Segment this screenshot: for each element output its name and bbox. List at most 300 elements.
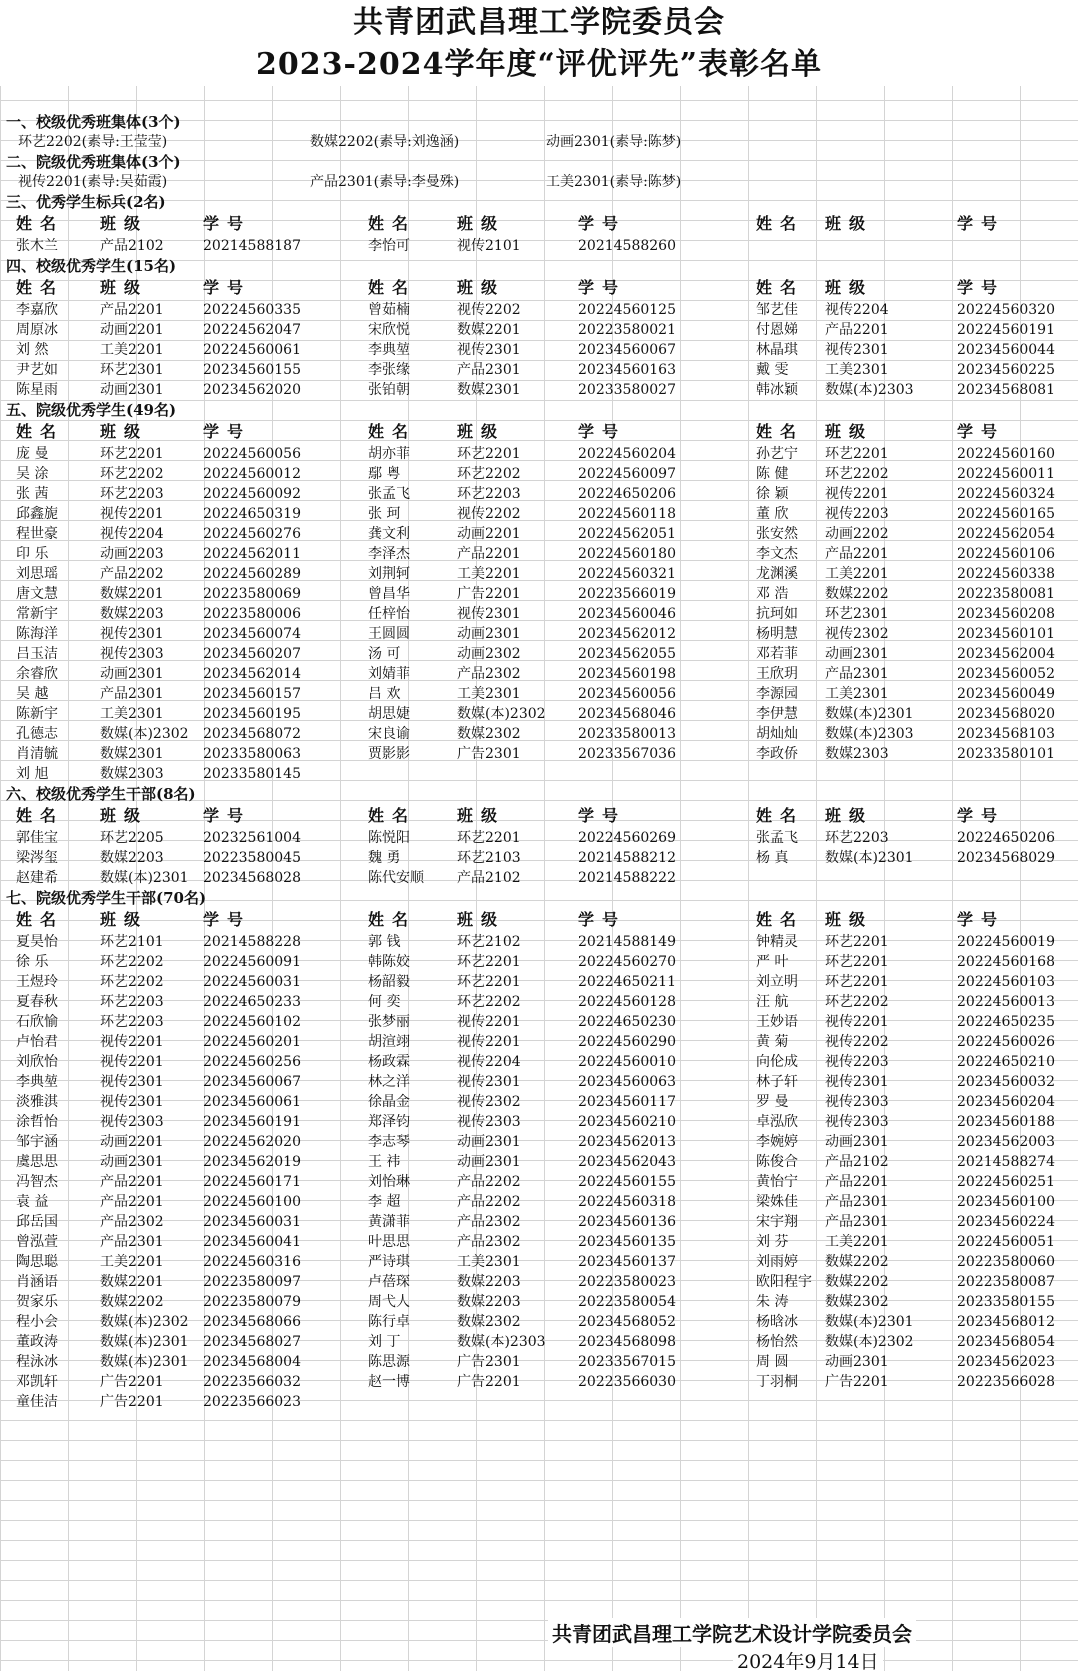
student-id: 20224560171: [203, 1174, 301, 1190]
student-name: 陈俊合: [756, 1154, 798, 1170]
student-id: 20234568046: [578, 706, 676, 722]
student-name: 唐文慧: [16, 586, 58, 602]
section-heading: 六、校级优秀学生干部(8名): [6, 785, 196, 803]
student-class: 数媒2203: [100, 850, 164, 866]
student-name: 陈悦阳: [368, 830, 410, 846]
table-row: [0, 1392, 1078, 1412]
student-class: 数媒(本)2303: [825, 726, 914, 742]
student-id: 20223580079: [203, 1294, 301, 1310]
student-class: 视传2301: [457, 1074, 521, 1090]
student-class: 环艺2203: [825, 830, 889, 846]
student-name: 淡雅淇: [16, 1094, 58, 1110]
student-id: 20224560160: [957, 446, 1055, 462]
student-id: 20214588228: [203, 934, 301, 950]
student-name: 邱鑫旎: [16, 506, 58, 522]
table-row: [0, 544, 1078, 564]
student-id: 20234560061: [203, 1094, 301, 1110]
column-header: 姓名: [756, 278, 805, 297]
student-id: 20214588187: [203, 238, 301, 254]
column-header: 姓名: [368, 422, 417, 441]
student-id: 20234568028: [203, 870, 301, 886]
student-id: 20234568004: [203, 1354, 301, 1370]
column-header: 班级: [825, 806, 874, 825]
student-name: 邹艺佳: [756, 302, 798, 318]
column-header: 班级: [100, 422, 149, 441]
student-class: 视传2204: [100, 526, 164, 542]
student-id: 20224560324: [957, 486, 1055, 502]
table-row: [0, 1152, 1078, 1172]
student-name: 李志琴: [368, 1134, 410, 1150]
student-name: 刘荆轲: [368, 566, 410, 582]
student-id: 20224650206: [957, 830, 1055, 846]
student-id: 20224560026: [957, 1034, 1055, 1050]
student-id: 20214588260: [578, 238, 676, 254]
student-class: 数媒2201: [100, 1274, 164, 1290]
student-name: 董政涛: [16, 1334, 58, 1350]
student-name: 王 祎: [368, 1154, 401, 1170]
column-header-row: [0, 420, 1078, 444]
student-class: 数媒2203: [100, 606, 164, 622]
student-name: 余睿欣: [16, 666, 58, 682]
student-name: 杨韶毅: [368, 974, 410, 990]
student-class: 工美2201: [825, 1234, 889, 1250]
table-row: [0, 1112, 1078, 1132]
student-class: 视传2201: [825, 1014, 889, 1030]
table-row: [0, 1052, 1078, 1072]
student-name: 汪 航: [756, 994, 789, 1010]
student-class: 环艺2202: [825, 994, 889, 1010]
student-id: 20223580060: [957, 1254, 1055, 1270]
student-id: 20234560041: [203, 1234, 301, 1250]
student-name: 夏春秋: [16, 994, 58, 1010]
column-header: 学号: [957, 214, 1006, 233]
student-name: 邓 浩: [756, 586, 789, 602]
student-name: 抗珂如: [756, 606, 798, 622]
student-id: 20224650211: [578, 974, 676, 990]
student-name: 陈星雨: [16, 382, 58, 398]
column-header: 学号: [203, 910, 252, 929]
student-id: 20233580027: [578, 382, 676, 398]
table-row: [0, 1092, 1078, 1112]
student-id: 20224560338: [957, 566, 1055, 582]
student-class: 视传2301: [100, 1074, 164, 1090]
table-row: [0, 1072, 1078, 1092]
student-id: 20234562012: [578, 626, 676, 642]
column-header: 学号: [957, 278, 1006, 297]
student-class: 环艺2201: [457, 954, 521, 970]
student-id: 20233580155: [957, 1294, 1055, 1310]
student-name: 邱岳国: [16, 1214, 58, 1230]
student-class: 工美2301: [100, 706, 164, 722]
student-id: 20223580006: [203, 606, 301, 622]
student-id: 20223580081: [957, 586, 1055, 602]
student-id: 20214588274: [957, 1154, 1055, 1170]
student-class: 数媒2202: [825, 586, 889, 602]
student-name: 李伊慧: [756, 706, 798, 722]
column-header: 姓名: [368, 910, 417, 929]
student-name: 龙渊溪: [756, 566, 798, 582]
table-row: [0, 952, 1078, 972]
student-class: 视传2301: [100, 1094, 164, 1110]
student-class: 视传2301: [457, 342, 521, 358]
student-id: 20234568066: [203, 1314, 301, 1330]
student-id: 20214588149: [578, 934, 676, 950]
student-name: 胡思婕: [368, 706, 410, 722]
student-name: 韩陈姣: [368, 954, 410, 970]
column-header: 姓名: [16, 422, 65, 441]
student-name: 丁羽桐: [756, 1374, 798, 1390]
column-header: 学号: [203, 806, 252, 825]
column-header: 姓名: [756, 422, 805, 441]
student-class: 环艺2202: [457, 466, 521, 482]
student-name: 刘欣怡: [16, 1054, 58, 1070]
student-id: 20234562014: [203, 666, 301, 682]
student-name: 邓若菲: [756, 646, 798, 662]
student-id: 20224560256: [203, 1054, 301, 1070]
column-header: 班级: [100, 910, 149, 929]
student-class: 广告2201: [100, 1394, 164, 1410]
student-class: 产品2301: [825, 1194, 889, 1210]
student-class: 数媒(本)2303: [457, 1334, 546, 1350]
student-id: 20214588212: [578, 850, 676, 866]
class-entry: 产品2301(素导:李曼殊): [310, 174, 460, 190]
table-row: [0, 1192, 1078, 1212]
student-name: 吴 涂: [16, 466, 49, 482]
footer-organization: 共青团武昌理工学院艺术设计学院委员会: [548, 1618, 916, 1647]
student-name: 张孟飞: [368, 486, 410, 502]
student-name: 杨政霖: [368, 1054, 410, 1070]
column-header: 学号: [578, 278, 627, 297]
student-name: 陈新宇: [16, 706, 58, 722]
student-name: 宋欣悦: [368, 322, 410, 338]
student-name: 刘雨婷: [756, 1254, 798, 1270]
student-class: 视传2204: [825, 302, 889, 318]
student-id: 20224650230: [578, 1014, 676, 1030]
table-row: [0, 236, 1078, 256]
class-entry: 数媒2202(素导:刘逸涵): [310, 134, 460, 150]
student-class: 产品2302: [457, 666, 521, 682]
student-class: 视传2203: [825, 506, 889, 522]
student-name: 李典堃: [368, 342, 410, 358]
student-id: 20224562051: [578, 526, 676, 542]
student-class: 视传2301: [100, 626, 164, 642]
student-class: 产品2302: [457, 1214, 521, 1230]
student-id: 20234562055: [578, 646, 676, 662]
student-class: 产品2201: [100, 1194, 164, 1210]
table-row: [0, 1332, 1078, 1352]
column-header: 班级: [825, 910, 874, 929]
student-name: 庞 曼: [16, 446, 49, 462]
student-name: 程泳冰: [16, 1354, 58, 1370]
student-id: 20223566019: [578, 586, 676, 602]
student-name: 郭 钱: [368, 934, 401, 950]
student-id: 20224650319: [203, 506, 301, 522]
section-heading: 五、院级优秀学生(49名): [6, 401, 177, 419]
student-class: 广告2301: [457, 746, 521, 762]
table-row: [0, 868, 1078, 888]
student-name: 刘思瑶: [16, 566, 58, 582]
student-id: 20224560102: [203, 1014, 301, 1030]
student-name: 刘婧菲: [368, 666, 410, 682]
student-class: 环艺2203: [457, 486, 521, 502]
student-class: 视传2303: [825, 1114, 889, 1130]
student-class: 产品2102: [457, 870, 521, 886]
student-class: 视传2301: [825, 342, 889, 358]
student-name: 严 叶: [756, 954, 789, 970]
student-id: 20234562020: [203, 382, 301, 398]
student-name: 李泽杰: [368, 546, 410, 562]
table-row: [0, 464, 1078, 484]
student-name: 陶思聪: [16, 1254, 58, 1270]
student-class: 视传2201: [100, 1054, 164, 1070]
table-row: [0, 1232, 1078, 1252]
student-class: 数媒2302: [825, 1294, 889, 1310]
student-id: 20234560049: [957, 686, 1055, 702]
student-id: 20223566028: [957, 1374, 1055, 1390]
student-name: 郑泽钧: [368, 1114, 410, 1130]
student-name: 肖清毓: [16, 746, 58, 762]
student-name: 黄怡宁: [756, 1174, 798, 1190]
table-row: [0, 664, 1078, 684]
student-name: 陈思源: [368, 1354, 410, 1370]
student-name: 吕 欢: [368, 686, 401, 702]
student-name: 孙艺宁: [756, 446, 798, 462]
student-class: 视传2201: [825, 486, 889, 502]
student-class: 动画2201: [100, 322, 164, 338]
table-row: [0, 584, 1078, 604]
student-class: 工美2201: [825, 566, 889, 582]
table-row: [0, 360, 1078, 380]
student-name: 印 乐: [16, 546, 49, 562]
student-class: 数媒2202: [825, 1254, 889, 1270]
student-name: 刘怡琳: [368, 1174, 410, 1190]
table-row: [0, 340, 1078, 360]
student-class: 数媒2202: [825, 1274, 889, 1290]
section-heading: 三、优秀学生标兵(2名): [6, 193, 166, 211]
student-class: 工美2301: [457, 1254, 521, 1270]
column-header: 班级: [825, 422, 874, 441]
student-id: 20223580069: [203, 586, 301, 602]
student-name: 陈代安顺: [368, 870, 424, 886]
section-heading: 七、院级优秀学生干部(70名): [6, 889, 207, 907]
student-name: 付恩娣: [756, 322, 798, 338]
student-class: 数媒2203: [457, 1274, 521, 1290]
student-id: 20234560101: [957, 626, 1055, 642]
student-class: 产品2202: [457, 1174, 521, 1190]
student-class: 动画2301: [457, 1134, 521, 1150]
page-title: 共青团武昌理工学院委员会: [353, 5, 725, 40]
student-id: 20234568052: [578, 1314, 676, 1330]
student-class: 环艺2202: [100, 954, 164, 970]
column-header: 班级: [457, 278, 506, 297]
student-id: 20224560201: [203, 1034, 301, 1050]
student-id: 20224560180: [578, 546, 676, 562]
student-name: 刘 旭: [16, 766, 49, 782]
column-header: 班级: [457, 806, 506, 825]
student-id: 20234560117: [578, 1094, 676, 1110]
column-header: 学号: [957, 910, 1006, 929]
student-id: 20234560188: [957, 1114, 1055, 1130]
student-id: 20233580145: [203, 766, 301, 782]
student-class: 环艺2202: [100, 466, 164, 482]
student-name: 陈行卓: [368, 1314, 410, 1330]
student-id: 20224560128: [578, 994, 676, 1010]
student-class: 数媒(本)2302: [457, 706, 546, 722]
footer-date: 2024年9月14日: [733, 1647, 883, 1674]
table-row: [0, 380, 1078, 400]
student-id: 20232561004: [203, 830, 301, 846]
student-name: 宋良谕: [368, 726, 410, 742]
student-id: 20234560063: [578, 1074, 676, 1090]
student-class: 环艺2301: [825, 606, 889, 622]
student-name: 刘立明: [756, 974, 798, 990]
student-name: 卓泓欣: [756, 1114, 798, 1130]
student-class: 动画2301: [825, 1134, 889, 1150]
student-id: 20233580063: [203, 746, 301, 762]
table-row: [0, 1372, 1078, 1392]
student-class: 动画2301: [825, 1354, 889, 1370]
student-class: 产品2102: [100, 238, 164, 254]
student-name: 周 圆: [756, 1354, 789, 1370]
page-subtitle: 2023-2024学年度“评优评先”表彰名单: [256, 47, 822, 82]
table-row: [0, 724, 1078, 744]
student-class: 环艺2201: [457, 830, 521, 846]
student-name: 林之洋: [368, 1074, 410, 1090]
student-name: 吴 越: [16, 686, 49, 702]
student-class: 广告2201: [825, 1374, 889, 1390]
table-row: [0, 1312, 1078, 1332]
table-row: [0, 1212, 1078, 1232]
student-class: 数媒(本)2301: [825, 1314, 914, 1330]
column-header: 姓名: [368, 214, 417, 233]
student-name: 冯智杰: [16, 1174, 58, 1190]
student-name: 向伦成: [756, 1054, 798, 1070]
student-class: 数媒2303: [100, 766, 164, 782]
table-row: [0, 848, 1078, 868]
table-row: [0, 992, 1078, 1012]
student-name: 宋宇翔: [756, 1214, 798, 1230]
student-class: 数媒2202: [100, 1294, 164, 1310]
student-name: 林晶琪: [756, 342, 798, 358]
student-name: 贺家乐: [16, 1294, 58, 1310]
student-name: 涂哲怡: [16, 1114, 58, 1130]
student-id: 20224560051: [957, 1234, 1055, 1250]
student-class: 视传2202: [457, 302, 521, 318]
table-row: [0, 300, 1078, 320]
column-header-row: [0, 212, 1078, 236]
table-row: [0, 764, 1078, 784]
student-class: 视传2201: [457, 1014, 521, 1030]
student-name: 袁 益: [16, 1194, 49, 1210]
student-name: 李张缘: [368, 362, 410, 378]
student-id: 20234560225: [957, 362, 1055, 378]
student-class: 动画2201: [457, 526, 521, 542]
student-name: 徐 乐: [16, 954, 49, 970]
student-name: 张梦丽: [368, 1014, 410, 1030]
student-name: 叶思思: [368, 1234, 410, 1250]
student-class: 视传2201: [100, 506, 164, 522]
student-name: 黄 菊: [756, 1034, 789, 1050]
student-name: 李文杰: [756, 546, 798, 562]
award-list: [0, 112, 1078, 1412]
class-entry: 视传2201(素导:吴茹霞): [18, 174, 168, 190]
student-id: 20234560157: [203, 686, 301, 702]
column-header: 班级: [457, 214, 506, 233]
student-name: 张孟飞: [756, 830, 798, 846]
student-class: 环艺2202: [457, 994, 521, 1010]
student-name: 何 奕: [368, 994, 401, 1010]
student-id: 20223580023: [578, 1274, 676, 1290]
student-id: 20234562003: [957, 1134, 1055, 1150]
student-id: 20234560198: [578, 666, 676, 682]
student-id: 20234568103: [957, 726, 1055, 742]
column-header: 姓名: [756, 910, 805, 929]
class-entry: 环艺2202(素导:王莹莹): [18, 134, 168, 150]
table-row: [0, 644, 1078, 664]
student-class: 产品2302: [457, 1234, 521, 1250]
student-class: 产品2201: [100, 302, 164, 318]
student-class: 广告2201: [457, 1374, 521, 1390]
student-id: 20224560316: [203, 1254, 301, 1270]
student-name: 孔德志: [16, 726, 58, 742]
column-header: 班级: [100, 214, 149, 233]
student-id: 20223580097: [203, 1274, 301, 1290]
table-row: [0, 828, 1078, 848]
column-header: 学号: [957, 806, 1006, 825]
student-name: 魏 勇: [368, 850, 401, 866]
student-class: 视传2303: [100, 646, 164, 662]
student-id: 20224560056: [203, 446, 301, 462]
student-class: 产品2201: [825, 546, 889, 562]
student-class: 产品2202: [100, 566, 164, 582]
column-header: 姓名: [368, 806, 417, 825]
student-id: 20234562043: [578, 1154, 676, 1170]
student-id: 20223566030: [578, 1374, 676, 1390]
student-name: 张 茜: [16, 486, 49, 502]
table-row: [0, 1172, 1078, 1192]
student-id: 20234560100: [957, 1194, 1055, 1210]
table-row: [0, 444, 1078, 464]
student-class: 环艺2202: [100, 974, 164, 990]
student-class: 数媒(本)2303: [825, 382, 914, 398]
student-class: 数媒(本)2301: [100, 1334, 189, 1350]
table-row: [0, 320, 1078, 340]
student-id: 20224560100: [203, 1194, 301, 1210]
student-name: 李怡可: [368, 238, 410, 254]
student-id: 20233580013: [578, 726, 676, 742]
student-class: 数媒(本)2302: [100, 726, 189, 742]
student-class: 环艺2205: [100, 830, 164, 846]
column-header: 班级: [457, 910, 506, 929]
column-header-row: [0, 276, 1078, 300]
student-name: 欧阳程宇: [756, 1274, 812, 1290]
student-class: 广告2201: [100, 1374, 164, 1390]
table-row: [0, 1272, 1078, 1292]
column-header: 学号: [578, 214, 627, 233]
student-name: 鄢 粤: [368, 466, 401, 482]
student-class: 产品2102: [825, 1154, 889, 1170]
column-header: 学号: [957, 422, 1006, 441]
student-id: 20234568072: [203, 726, 301, 742]
student-name: 周弋人: [368, 1294, 410, 1310]
student-id: 20234560031: [203, 1214, 301, 1230]
student-id: 20234560032: [957, 1074, 1055, 1090]
student-class: 视传2202: [457, 506, 521, 522]
student-name: 李婉婷: [756, 1134, 798, 1150]
student-id: 20224560320: [957, 302, 1055, 318]
student-id: 20224650233: [203, 994, 301, 1010]
student-id: 20224650235: [957, 1014, 1055, 1030]
